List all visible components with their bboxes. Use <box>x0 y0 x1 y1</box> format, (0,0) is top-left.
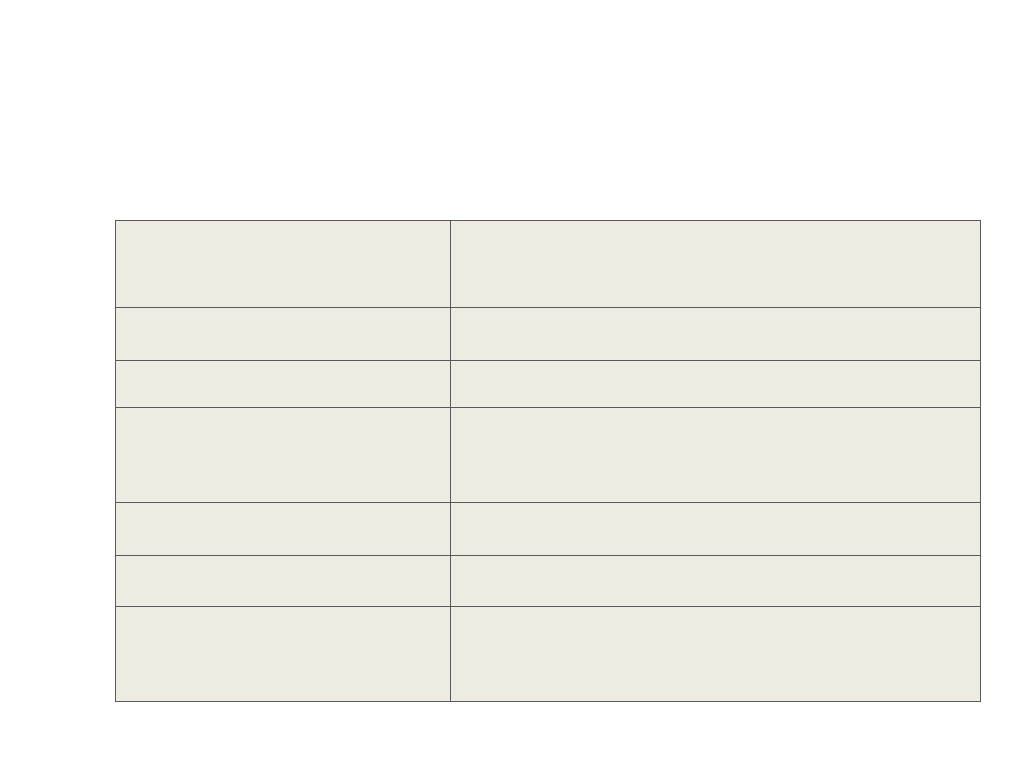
row-label <box>116 607 451 702</box>
row-value <box>451 503 981 556</box>
row-value <box>451 308 981 361</box>
row-label <box>116 308 451 361</box>
row-value <box>451 607 981 702</box>
row-label <box>116 361 451 408</box>
row-value <box>451 361 981 408</box>
row-value <box>451 408 981 503</box>
table-row <box>116 221 981 308</box>
properties-table <box>115 220 981 702</box>
table-row <box>116 607 981 702</box>
table-row <box>116 556 981 607</box>
row-label <box>116 503 451 556</box>
table-row <box>116 503 981 556</box>
table-row <box>116 308 981 361</box>
row-label <box>116 221 451 308</box>
row-value <box>451 221 981 308</box>
row-value <box>451 556 981 607</box>
table-row <box>116 408 981 503</box>
table-row <box>116 361 981 408</box>
row-label <box>116 556 451 607</box>
row-label <box>116 408 451 503</box>
